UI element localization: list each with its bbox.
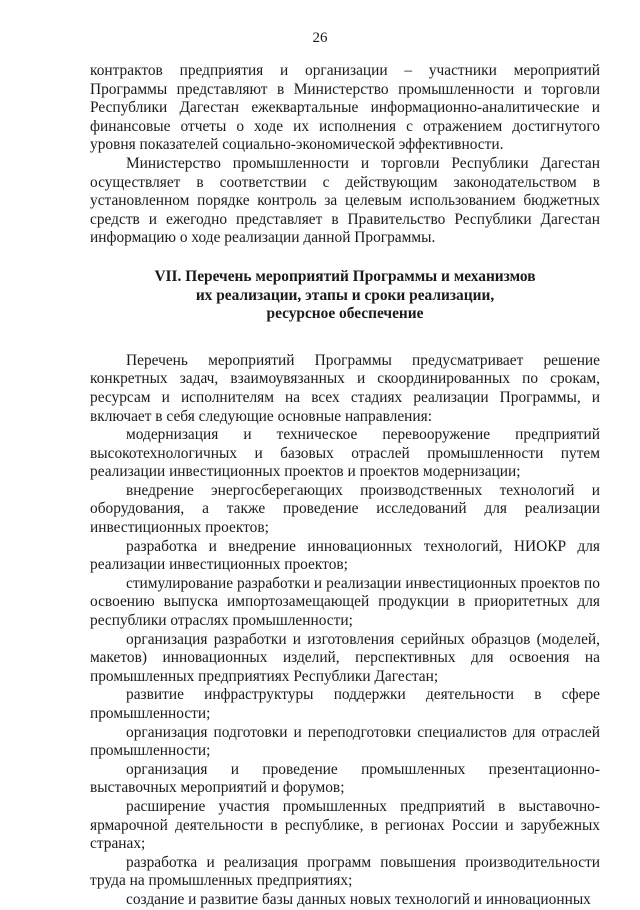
- list-item-infrastructure: развитие инфраструктуры поддержки деятельности в сфере промышленности;: [90, 686, 600, 722]
- list-item-serial-prototypes: организация разработки и изготовления серийных образцов (моделей, макетов) инновационных изделий, перспективных для освоения на промышленных предприятиях Республики Дагестан;: [90, 630, 600, 685]
- list-item-exhibitions: организация и проведение промышленных презентационно-выставочных мероприятий и форумов;: [90, 760, 600, 797]
- list-item-innovation-rnd: разработка и внедрение инновационных технологий, НИОКР для реализации инвестиционных проектов;: [90, 537, 600, 574]
- paragraph-reporting: контрактов предприятия и организации – участники мероприятий Программы представляют в Министерство промышленности и торговли Республики Дагестан ежеквартальные информационно-аналитические и финансовые отчеты о ходе их исполнения с отражением достигнутого уровня показателей социально-экономической эффективности.: [90, 62, 600, 154]
- list-item-import-substitution: стимулирование разработки и реализации инвестиционных проектов по освоению выпуска импортозамещающей продукции в приоритетных для республики отраслях промышленности;: [90, 574, 600, 630]
- list-item-technology-database: создание и развитие базы данных новых технологий и инновационных: [126, 890, 591, 908]
- list-item-energy-saving: внедрение энергосберегающих производственных технологий и оборудования, а также проведение исследований для реализации инвестиционных проектов;: [90, 481, 600, 537]
- paragraph-intro: Перечень мероприятий Программы предусматривает решение конкретных задач, взаимоувязанных и скоординированных по срокам, ресурсам и исполнителям на всех стадиях реализации Программы, и включает в себя следующие основные направления:: [90, 351, 600, 425]
- section-heading-line-2: их реализации, этапы и сроки реализации,: [195, 286, 495, 304]
- section-heading-line-3: ресурсное обеспечение: [266, 305, 424, 323]
- list-item-modernization: модернизация и техническое перевооружение предприятий высокотехнологичных и базовых отраслей промышленности путем реализации инвестиционных проектов и проектов модернизации;: [90, 426, 600, 481]
- section-heading: [90, 268, 600, 324]
- list-item-training: организация подготовки и переподготовки специалистов для отраслей промышленности;: [90, 723, 600, 760]
- list-item-productivity: разработка и реализация программ повышения производительности труда на промышленных предприятиях;: [90, 853, 600, 890]
- section-heading-line-1: VII. Перечень мероприятий Программы и механизмов: [154, 267, 536, 285]
- page-body: [90, 62, 600, 910]
- list-item-fair-participation: расширение участия промышленных предприятий в выставочно-ярмарочной деятельности в республике, в регионах России и зарубежных странах;: [90, 797, 600, 853]
- page-number: 26: [312, 30, 328, 46]
- paragraph-control: Министерство промышленности и торговли Республики Дагестан осуществляет в соответствии с действующим законодательством в установленном порядке контроль за целевым использованием бюджетных средств и ежегодно представляет в Правительство Республики Дагестан информацию о ходе реализации данной Программы.: [90, 154, 600, 247]
